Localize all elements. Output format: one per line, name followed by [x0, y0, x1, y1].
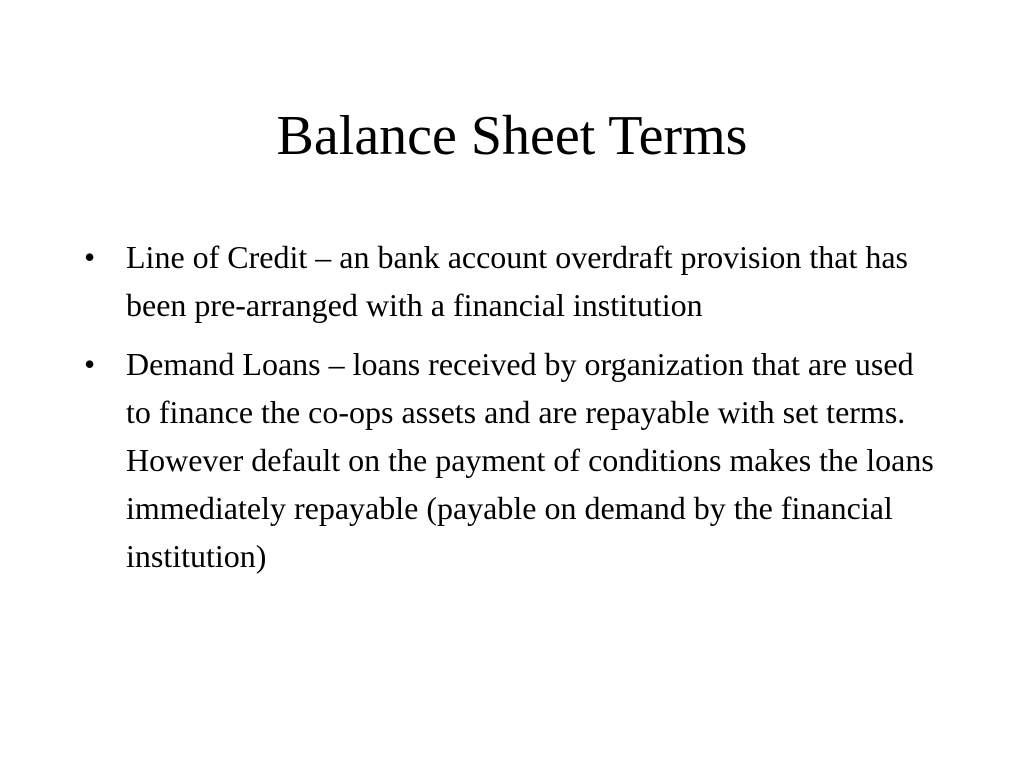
bullet-item-line-of-credit [84, 233, 944, 329]
bullet-text: Line of Credit – an bank account overdraft provision that has been pre-arranged with a financial institution [126, 239, 908, 323]
bullet-marker: • [84, 346, 96, 382]
bullet-text: Demand Loans – loans received by organization that are used to finance the co-ops assets and are repayable with set terms. However default on the payment of conditions makes the loans immediately repayable (payable on demand by the financial institution) [126, 346, 934, 574]
bullet-marker: • [84, 239, 96, 275]
slide-title: Balance Sheet Terms [276, 105, 748, 167]
bullet-item-demand-loans [84, 340, 944, 580]
bullet-list [84, 233, 944, 591]
